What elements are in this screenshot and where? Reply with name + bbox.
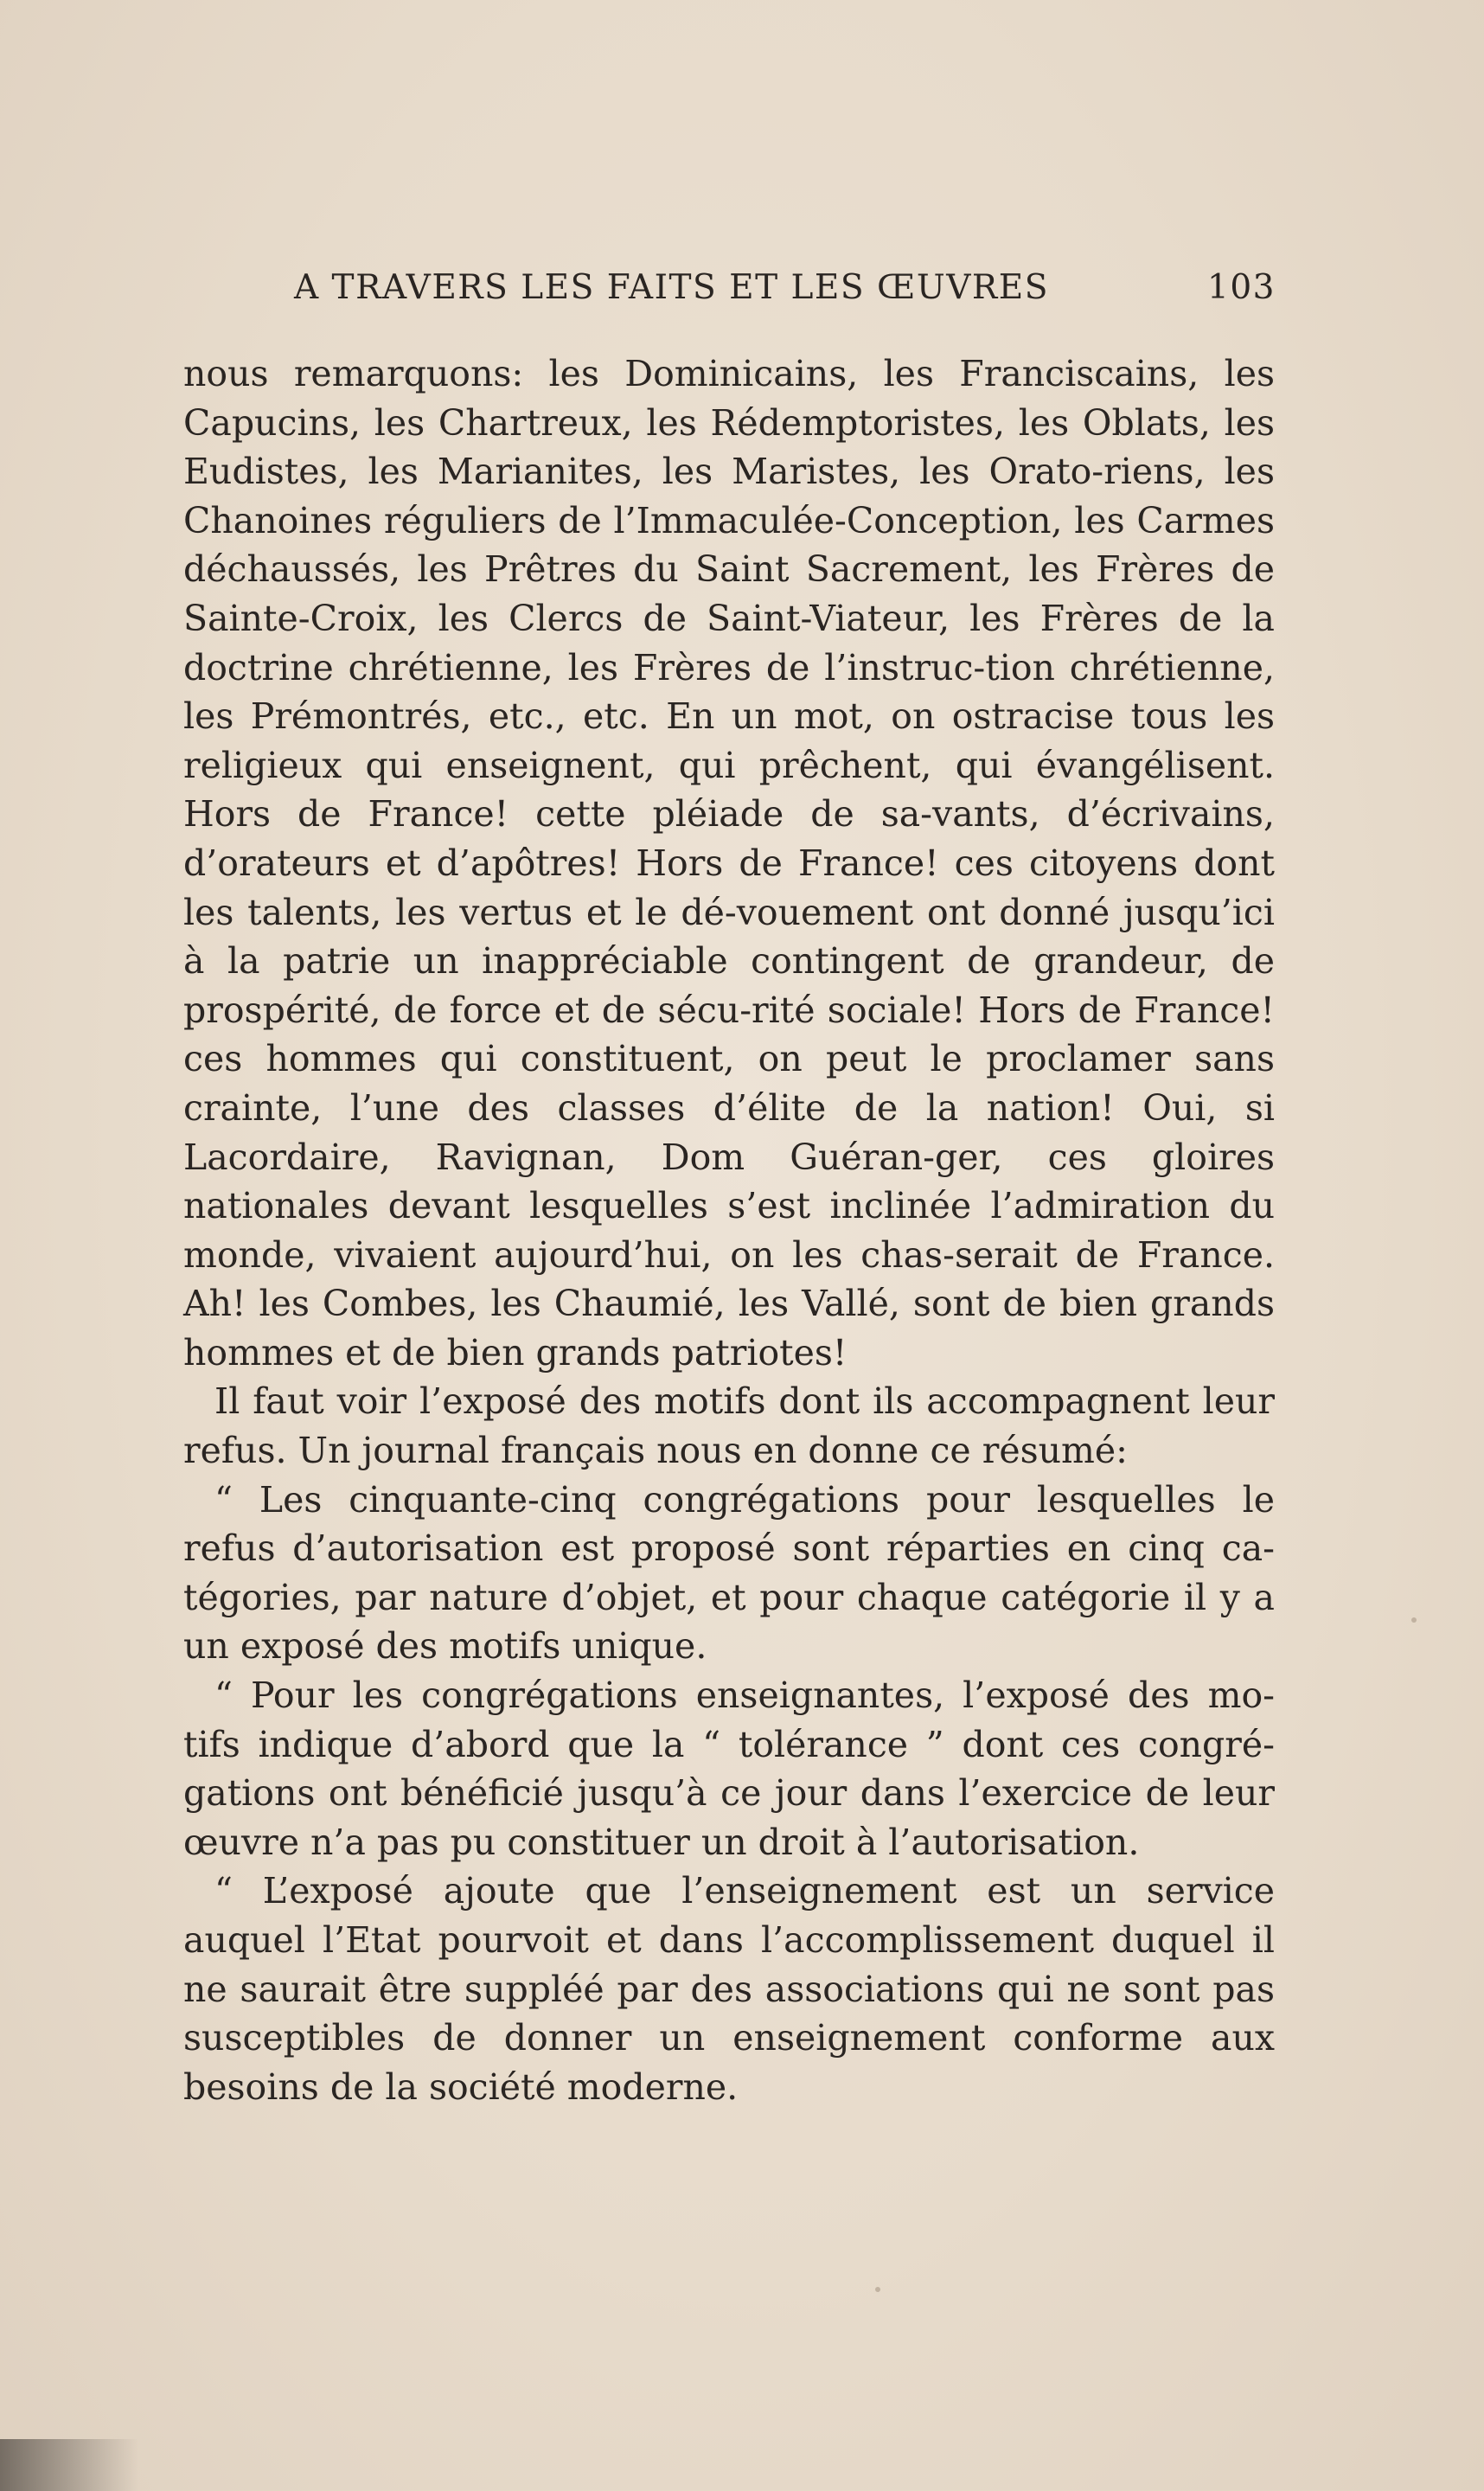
paragraph-3: “ Les cinquante-cinq congrégations pour lesquelles le refus d’autorisation est proposé sont réparties en cinq ca-tégories, par nature d’objet, et pour chaque catégorie il y a un exposé des motifs unique.: [183, 1478, 1275, 1668]
paragraph-5: “ L’exposé ajoute que l’enseignement est un service auquel l’Etat pourvoit et dans l’accomplissement duquel il ne saurait être suppléé par des associations qui ne sont pas susceptibles de donner un enseignement conforme aux besoins de la société moderne.: [183, 1870, 1275, 2108]
paper-speck: [875, 2287, 880, 2292]
paragraph-4: “ Pour les congrégations enseignantes, l’exposé des mo-tifs indique d’abord que la “ tolérance ” dont ces congré-gations ont bénéficié jusqu’à ce jour dans l’exercice de leur œuvre n’a pas pu constituer un droit à l’autorisation.: [183, 1675, 1275, 1863]
running-head: [294, 268, 1276, 320]
paragraph-1: nous remarquons: les Dominicains, les Franciscains, les Capucins, les Chartreux, les Rédemptoristes, les Oblats, les Eudistes, les Marianites, les Maristes, les Orato-riens, les Chanoines réguliers de l’Immaculée-Conception, les Carmes déchaussés, les Prêtres du Saint Sacrement, les Frères de Sainte-Croix, les Clercs de Saint-Viateur, les Frères de la doctrine chrétienne, les Frères de l’instruc-tion chrétienne, les Prémontrés, etc., etc. En un mot, on ostracise tous les religieux qui enseignent, qui prêchent, qui évangélisent. Hors de France! cette pléiade de sa-vants, d’écrivains, d’orateurs et d’apôtres! Hors de France! ces citoyens dont les talents, les vertus et le dé-vouement ont donné jusqu’ici à la patrie un inappréciable contingent de grandeur, de prospérité, de force et de sécu-rité sociale! Hors de France! ces hommes qui constituent, on peut le proclamer sans crainte, l’une des classes d’élite de la nation! Oui, si Lacordaire, Ravignan, Dom Guéran-ger, ces gloires nationales devant lesquelles s’est inclinée l’admiration du monde, vivaient aujourd’hui, on les chas-serait de France. Ah! les Combes, les Chaumié, les Vallé, sont de bien grands hommes et de bien grands patriotes!: [183, 353, 1275, 1374]
page-number: 103: [1207, 268, 1276, 307]
paper-speck: [1411, 1617, 1417, 1623]
paragraph-2: Il faut voir l’exposé des motifs dont ils accompagnent leur refus. Un journal français nous en donne ce résumé:: [183, 1380, 1275, 1472]
running-title: A TRAVERS LES FAITS ET LES ŒUVRES: [294, 268, 1049, 307]
body-text: [183, 349, 1275, 2111]
